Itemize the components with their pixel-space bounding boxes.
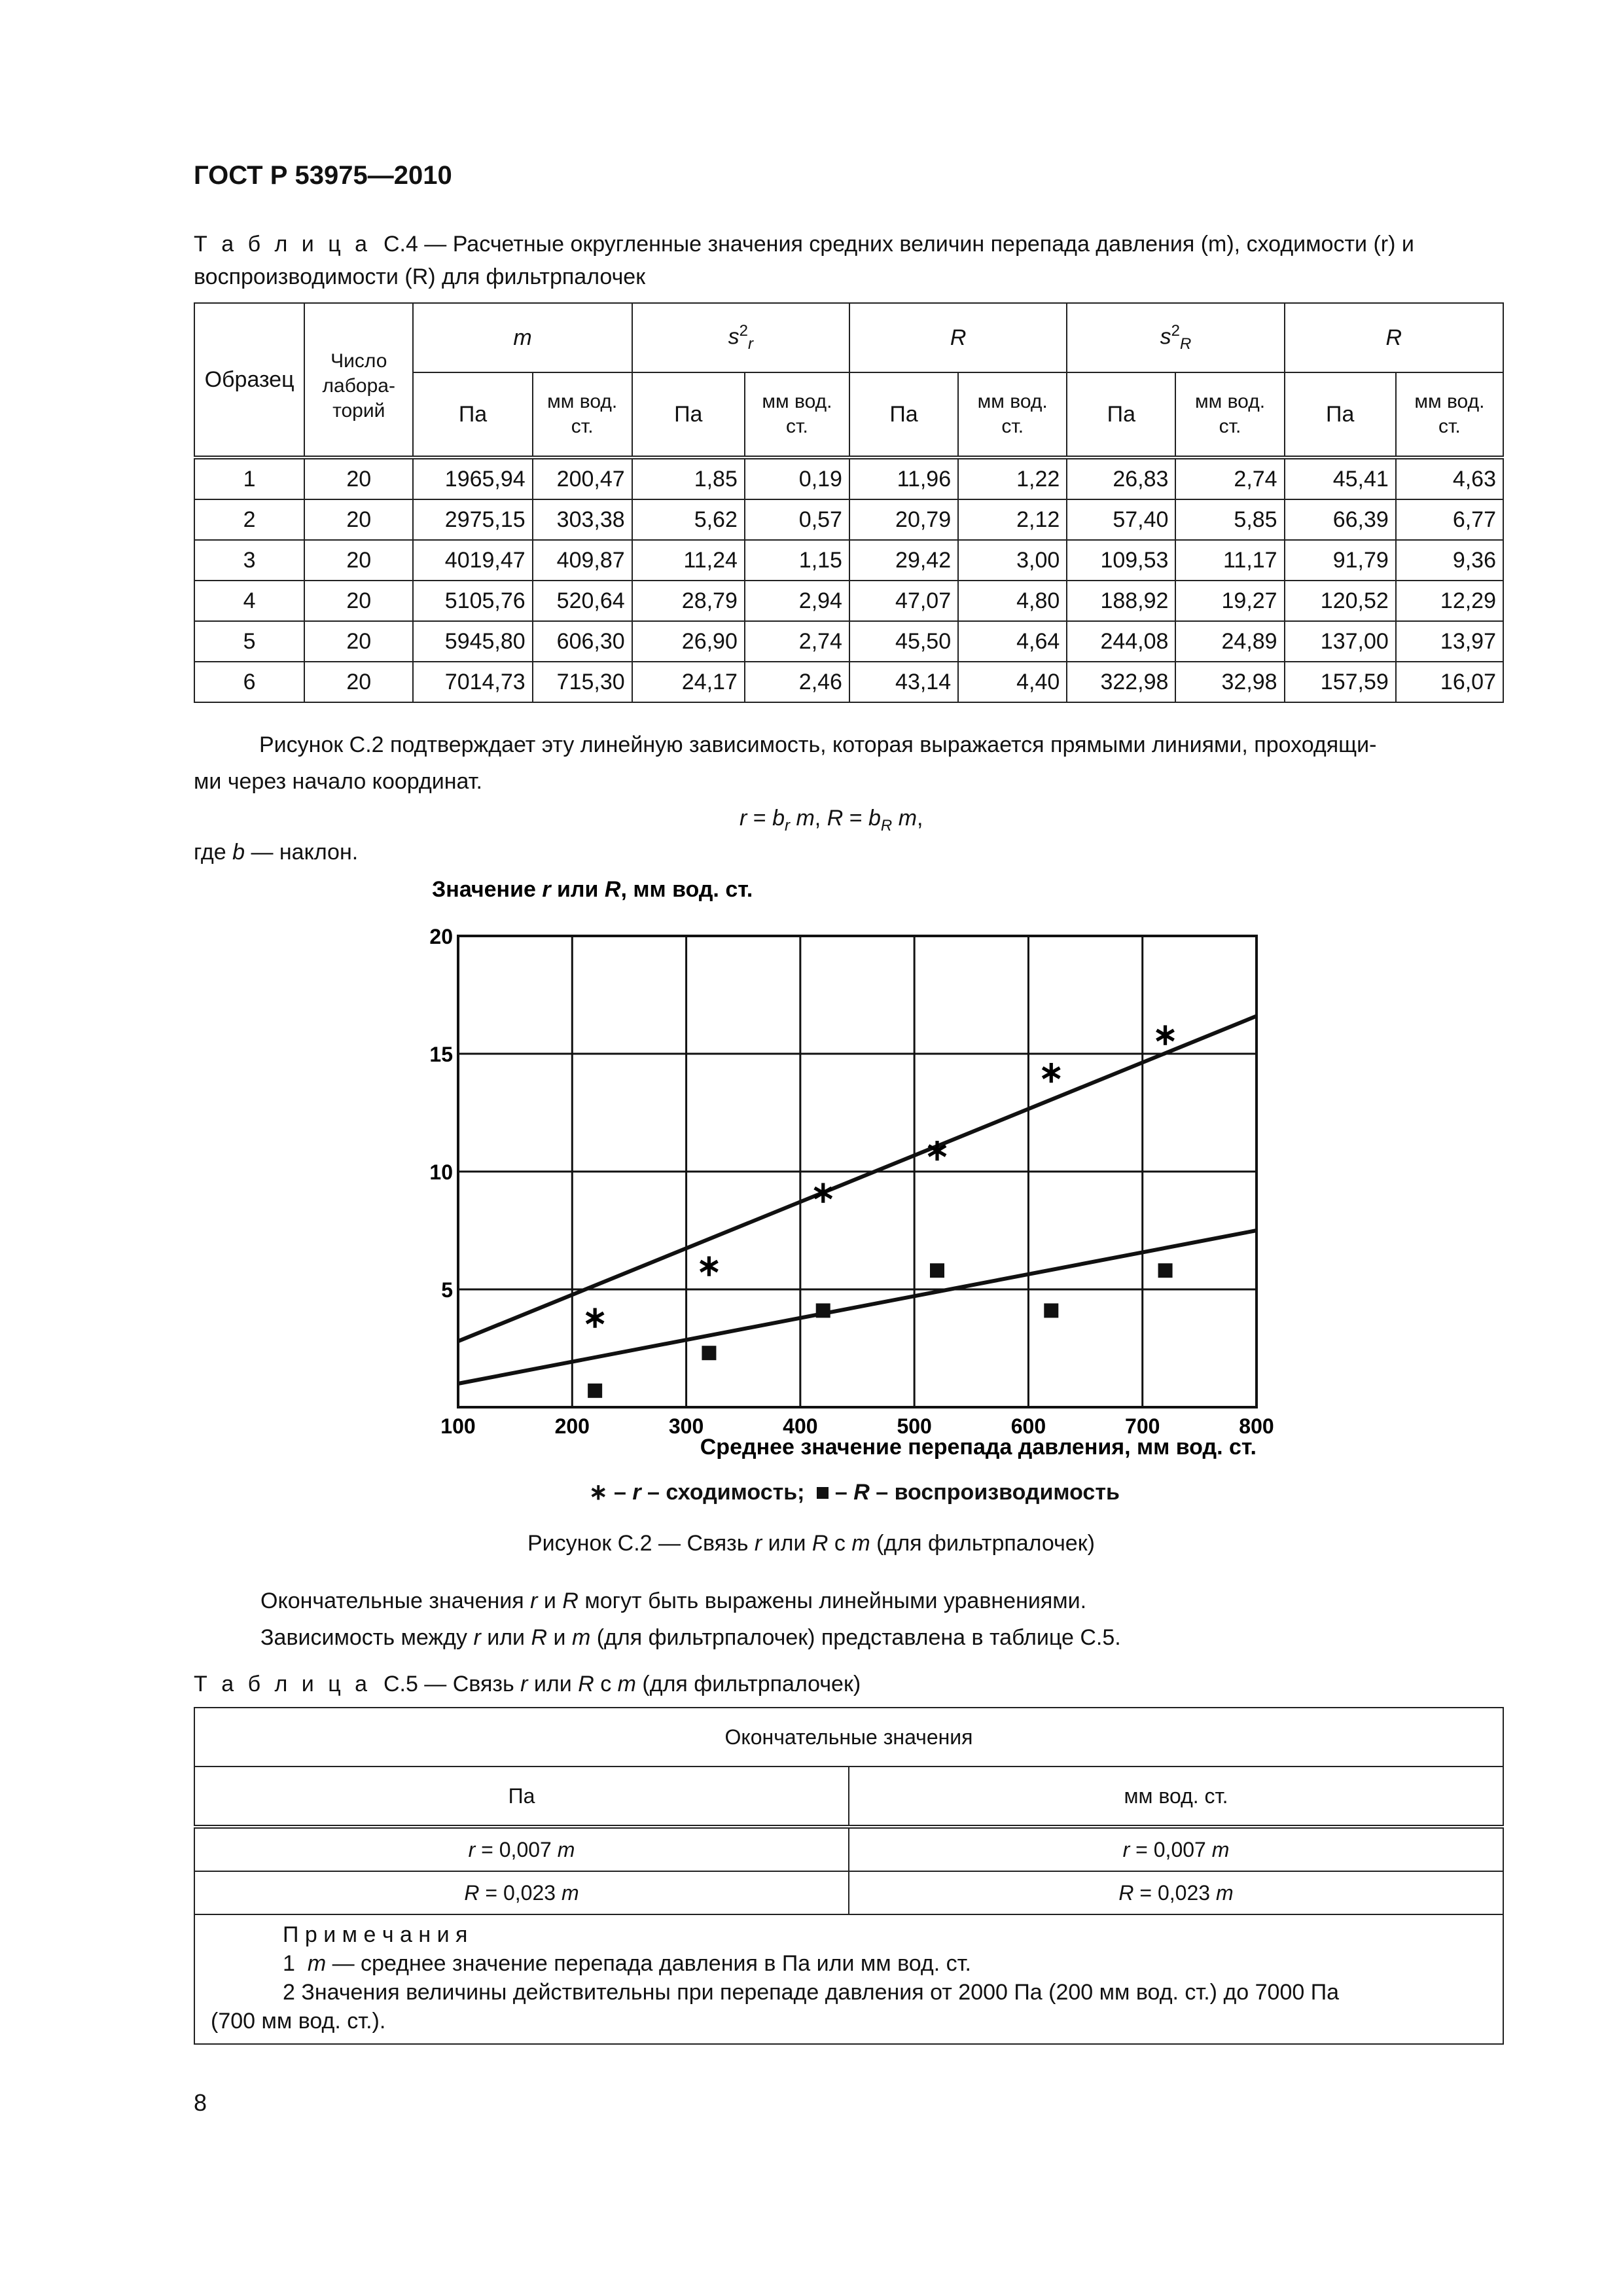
paragraph-final-values (260, 1583, 1121, 1656)
unit-pa: Па (849, 372, 958, 457)
table4-caption-line1: С.4 — Расчетные округленные значения средних величин перепада давления (m), сходимости (r) и (383, 232, 1414, 257)
table-cell: 91,79 (1285, 540, 1396, 581)
table-cell: 3,00 (958, 540, 1067, 581)
table-cell: 32,98 (1175, 662, 1284, 702)
table-cell: 606,30 (533, 621, 632, 662)
point-R (816, 1303, 830, 1318)
table-c5 (194, 1707, 1504, 2045)
table-cell: 20 (304, 581, 413, 621)
table-cell: 24,89 (1175, 621, 1284, 662)
table-cell: 2,74 (1175, 457, 1284, 499)
table4-caption-line2: воспроизводимости (R) для фильтрпалочек (194, 264, 646, 289)
point-R (702, 1346, 716, 1360)
table-cell: 20 (304, 662, 413, 702)
table5-cell: r = 0,007 m (194, 1827, 849, 1871)
table-cell: 47,07 (849, 581, 958, 621)
table-row (194, 457, 1503, 499)
header-group-sr2: $s^2_r$ (632, 303, 849, 372)
table4-caption (194, 228, 1509, 293)
asterisk-marker-icon: ∗ (589, 1480, 608, 1505)
table-cell: 4019,47 (413, 540, 532, 581)
table-cell: 2,74 (745, 621, 849, 662)
table-cell: 2,12 (958, 499, 1067, 540)
paragraph-linear-dependency (194, 726, 1509, 800)
header-group-R: R (1285, 303, 1503, 372)
x-tick-label: 700 (1125, 1414, 1160, 1438)
table-cell: 20 (304, 457, 413, 499)
table-cell: 6 (194, 662, 304, 702)
table-cell: 5,85 (1175, 499, 1284, 540)
table-cell: 11,24 (632, 540, 745, 581)
table-cell: 109,53 (1067, 540, 1175, 581)
table-cell: 11,17 (1175, 540, 1284, 581)
table-cell: 5945,80 (413, 621, 532, 662)
point-r: ∗ (810, 1175, 836, 1210)
x-tick-label: 100 (440, 1414, 476, 1438)
table-cell: 19,27 (1175, 581, 1284, 621)
table-cell: 244,08 (1067, 621, 1175, 662)
table-cell: 4,63 (1396, 457, 1503, 499)
table5-col-mm: мм вод. ст. (849, 1767, 1503, 1827)
point-R (1158, 1263, 1173, 1278)
y-tick-label: 15 (429, 1043, 453, 1066)
unit-mm: мм вод. ст. (1396, 372, 1503, 457)
table5-caption-prefix: Т а б л и ц а (194, 1672, 372, 1696)
table-cell: 57,40 (1067, 499, 1175, 540)
y-tick-label: 10 (429, 1160, 453, 1184)
chart-r-R-vs-m (406, 870, 1296, 1538)
table-cell: 16,07 (1396, 662, 1503, 702)
table-cell: 4 (194, 581, 304, 621)
figure-caption: Рисунок С.2 — Связь r или R с m (для фильтрпалочек) (527, 1531, 1095, 1556)
table5-notes (194, 1914, 1503, 2044)
chart-legend (589, 1479, 1120, 1505)
x-tick-label: 300 (668, 1414, 704, 1438)
table-c4 (194, 302, 1504, 703)
table4-caption-prefix: Т а б л и ц а (194, 232, 372, 257)
unit-pa: Па (1285, 372, 1396, 457)
table-cell: 1 (194, 457, 304, 499)
table-cell: 13,97 (1396, 621, 1503, 662)
unit-mm: мм вод. ст. (745, 372, 849, 457)
unit-mm: мм вод. ст. (1175, 372, 1284, 457)
table-cell: 137,00 (1285, 621, 1396, 662)
page-number: 8 (194, 2089, 207, 2116)
table-row (194, 662, 1503, 702)
document-header: ГОСТ Р 53975—2010 (194, 161, 452, 190)
point-r: ∗ (696, 1247, 722, 1282)
point-r: ∗ (582, 1300, 608, 1334)
table-row (194, 499, 1503, 540)
para2-line2: Зависимость между r или R и m (для фильтрпалочек) представлена в таблице С.5. (260, 1625, 1121, 1650)
table5-cell: R = 0,023 m (849, 1871, 1503, 1914)
table-cell: 28,79 (632, 581, 745, 621)
y-tick-label: 20 (429, 925, 453, 948)
table-row (194, 581, 1503, 621)
point-r: ∗ (1039, 1054, 1064, 1089)
table-cell: 26,83 (1067, 457, 1175, 499)
table-cell: 4,40 (958, 662, 1067, 702)
table-cell: 1965,94 (413, 457, 532, 499)
x-tick-label: 800 (1239, 1414, 1274, 1438)
table-cell: 20,79 (849, 499, 958, 540)
table-cell: 24,17 (632, 662, 745, 702)
table-cell: 2,46 (745, 662, 849, 702)
table-cell: 120,52 (1285, 581, 1396, 621)
table-cell: 4,80 (958, 581, 1067, 621)
table-cell: 4,64 (958, 621, 1067, 662)
table-cell: 26,90 (632, 621, 745, 662)
table5-caption: Т а б л и ц а С.5 — Связь r или R с m (для фильтрпалочек) (194, 1672, 861, 1696)
para1-line1: Рисунок С.2 подтверждает эту линейную зависимость, которая выражается прямыми линиями, проходящи- (259, 732, 1377, 757)
table-cell: 11,96 (849, 457, 958, 499)
table-cell: 2975,15 (413, 499, 532, 540)
point-R (588, 1384, 602, 1398)
table5-header: Окончательные значения (194, 1708, 1503, 1767)
unit-pa: Па (1067, 372, 1175, 457)
table-cell: 1,22 (958, 457, 1067, 499)
fit-line (458, 1230, 1257, 1384)
table-cell: 409,87 (533, 540, 632, 581)
table-cell: 5,62 (632, 499, 745, 540)
point-r: ∗ (1152, 1017, 1178, 1051)
table-cell: 5105,76 (413, 581, 532, 621)
table-cell: 322,98 (1067, 662, 1175, 702)
x-tick-label: 500 (897, 1414, 932, 1438)
table-cell: 2,94 (745, 581, 849, 621)
x-tick-label: 600 (1010, 1414, 1046, 1438)
x-tick-label: 200 (554, 1414, 590, 1438)
table5-cell: R = 0,023 m (194, 1871, 849, 1914)
legend-R: – R – воспроизводимость (834, 1480, 1120, 1505)
para2-line1: Окончательные значения r и R могут быть выражены линейными уравнениями. (260, 1588, 1087, 1613)
header-group-r: R (849, 303, 1067, 372)
unit-mm: мм вод. ст. (533, 372, 632, 457)
table-cell: 20 (304, 499, 413, 540)
unit-pa: Па (632, 372, 745, 457)
note-2a: 2 Значения величины действительны при перепаде давления от 2000 Па (200 мм вод. ст.) до 7000 Па (283, 1980, 1340, 2005)
table-cell: 3 (194, 540, 304, 581)
table-cell: 715,30 (533, 662, 632, 702)
x-tick-label: 400 (783, 1414, 818, 1438)
unit-pa: Па (413, 372, 532, 457)
table-cell: 6,77 (1396, 499, 1503, 540)
table-cell: 520,64 (533, 581, 632, 621)
header-group-m: m (413, 303, 632, 372)
table-cell: 1,15 (745, 540, 849, 581)
table-cell: 0,19 (745, 457, 849, 499)
table-row (194, 540, 1503, 581)
table-cell: 200,47 (533, 457, 632, 499)
table-cell: 29,42 (849, 540, 958, 581)
header-sample: Образец (194, 303, 304, 457)
table-cell: 20 (304, 621, 413, 662)
unit-mm: мм вод. ст. (958, 372, 1067, 457)
where-slope: где b — наклон. (194, 840, 359, 865)
table5-cell: r = 0,007 m (849, 1827, 1503, 1871)
point-r: ∗ (924, 1132, 950, 1167)
note-1: 1 m — среднее значение перепада давления в Па или мм вод. ст. (283, 1951, 971, 1976)
table-cell: 45,50 (849, 621, 958, 662)
table-cell: 188,92 (1067, 581, 1175, 621)
x-axis-label: Среднее значение перепада давления, мм вод. ст. (700, 1435, 1257, 1460)
table-cell: 0,57 (745, 499, 849, 540)
formula: $r = b_r$ m, $R = b_R$ m, (740, 806, 923, 834)
y-axis-label: Значение r или R, мм вод. ст. (432, 877, 753, 902)
header-group-sR2: $s^2_R$ (1067, 303, 1284, 372)
point-R (930, 1263, 944, 1278)
table-cell: 303,38 (533, 499, 632, 540)
table-cell: 43,14 (849, 662, 958, 702)
y-tick-label: 5 (441, 1278, 453, 1302)
header-labs: Число лабора- торий (304, 303, 413, 457)
table-cell: 9,36 (1396, 540, 1503, 581)
table-cell: 5 (194, 621, 304, 662)
notes-title: П р и м е ч а н и я (283, 1922, 468, 1947)
table-cell: 157,59 (1285, 662, 1396, 702)
note-2b: (700 мм вод. ст.). (211, 2009, 386, 2034)
table-cell: 12,29 (1396, 581, 1503, 621)
table-row (194, 621, 1503, 662)
table-cell: 2 (194, 499, 304, 540)
table-cell: 45,41 (1285, 457, 1396, 499)
para1-line2: ми через начало координат. (194, 769, 482, 794)
table-cell: 20 (304, 540, 413, 581)
point-R (1044, 1303, 1058, 1318)
table-cell: 66,39 (1285, 499, 1396, 540)
square-marker-icon (817, 1487, 829, 1499)
table-cell: 1,85 (632, 457, 745, 499)
table5-col-pa: Па (194, 1767, 849, 1827)
table-cell: 7014,73 (413, 662, 532, 702)
fit-line (458, 1016, 1257, 1341)
legend-r: – r – сходимость; (613, 1480, 805, 1505)
